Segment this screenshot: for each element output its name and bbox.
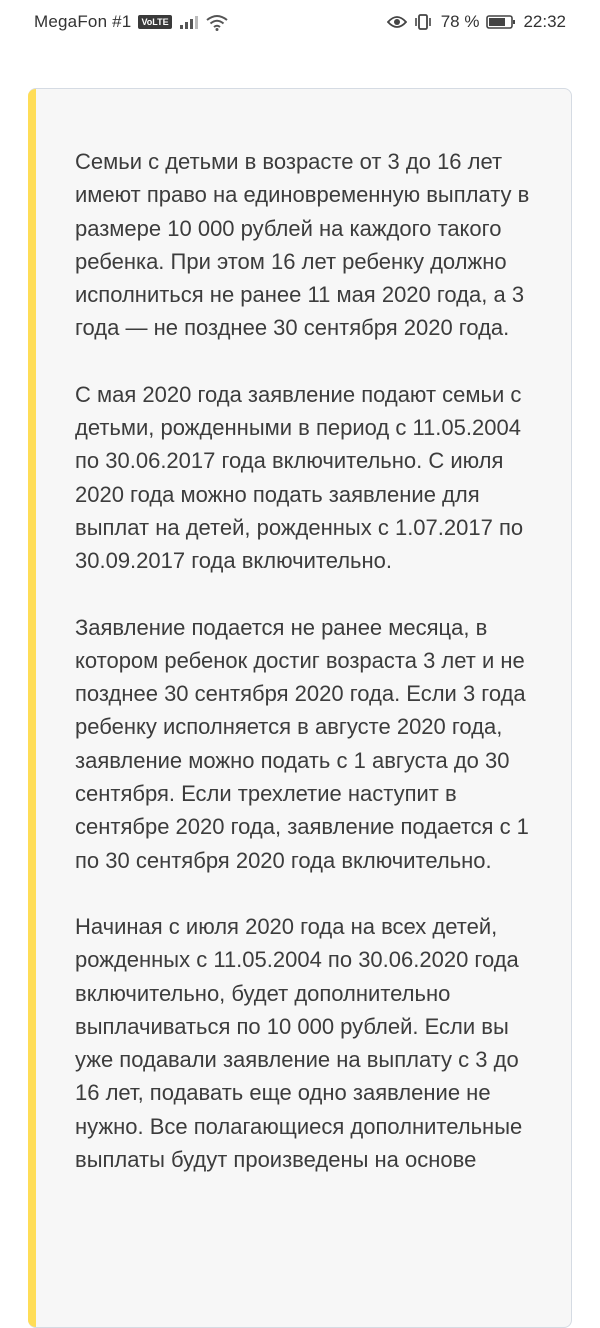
paragraph-eligibility: Семьи с детьми в возрасте от 3 до 16 лет имеют право на единовременную выплату в размере 10 000 рублей на каждого такого ребенка. При этом 16 лет ребенку должно исполниться не ранее 11 мая 2020 года, а 3 года — не позднее 30 сентября 2020 года.	[75, 149, 530, 341]
card-body	[75, 145, 545, 1209]
clock-time: 22:32	[523, 12, 566, 31]
info-card	[28, 88, 572, 1328]
paragraph-application-window: Заявление подается не ранее месяца, в котором ребенок достиг возраста 3 лет и не позднее 30 сентября 2020 года. Если 3 года ребенку исполняется в августе 2020 года, заявление можно подать с 1 августа до 30 сентября. Если трехлетие наступит в сентябре 2020 года, заявление подается с 1 по 30 сентября 2020 года включительно.	[75, 614, 529, 873]
paragraph-application-dates: С мая 2020 года заявление подают семьи с детьми, рожденными в период с 11.05.2004 по 30.06.2017 года включительно. С июля 2020 года можно подать заявление для выплат на детей, рожденных с 1.07.2017 по 30.09.2017 года включительно.	[75, 381, 524, 574]
status-bar-left	[34, 12, 228, 32]
carrier-name: MegaFon #1	[34, 12, 132, 31]
status-bar-right	[387, 12, 566, 32]
wifi-icon	[206, 14, 228, 31]
paragraph-additional-payments: Начиная с июля 2020 года на всех детей, рожденных с 11.05.2004 по 30.06.2020 года включительно, будет дополнительно выплачиваться по 10 000 рублей. Если вы уже подавали заявление на выплату с 3 до 16 лет, подавать еще одно заявление не нужно. Все полагающиеся дополнительные выплаты будут произведены на основе	[75, 913, 523, 1173]
eye-icon	[387, 15, 407, 29]
card-accent-bar	[28, 89, 36, 1327]
battery-icon	[486, 14, 516, 30]
status-bar	[0, 0, 600, 44]
vibrate-icon	[414, 13, 432, 31]
signal-icon	[179, 14, 199, 30]
battery-percent: 78 %	[440, 12, 480, 31]
volte-badge: VoLTE	[138, 15, 171, 29]
